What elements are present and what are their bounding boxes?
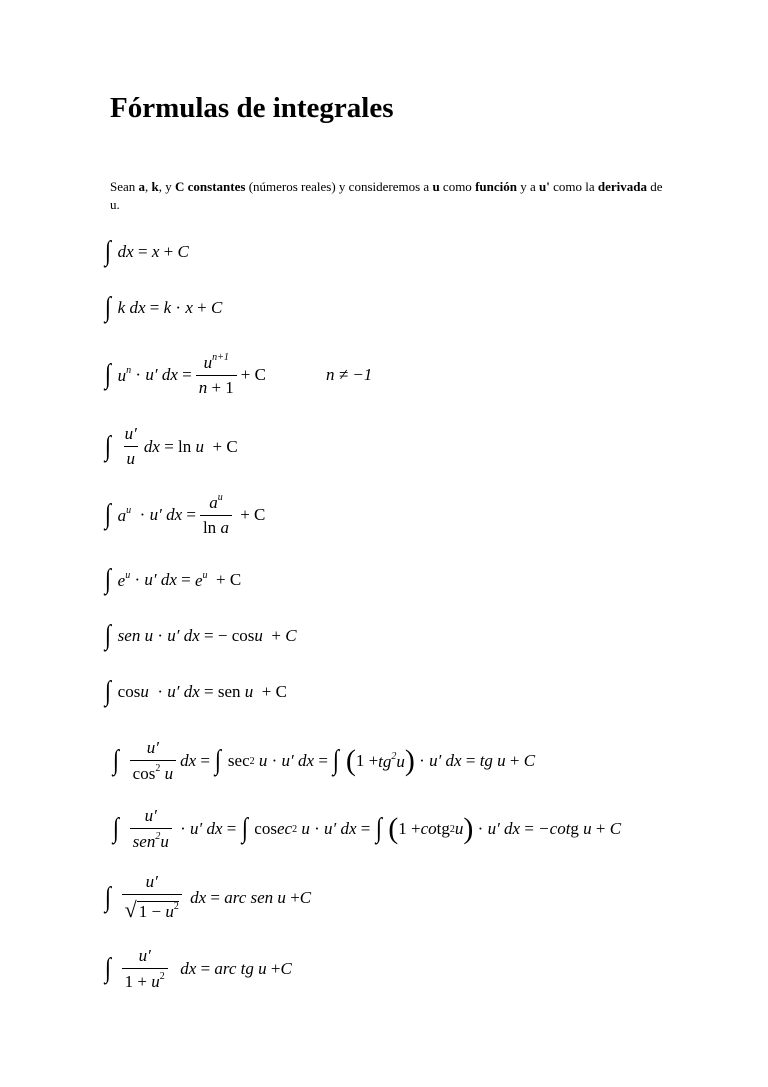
formula-10: ∫ $\frac{u'}{sen^2u}$ · u′ dx = ∫ cos ec 2 u · u′ dx = ∫ ( 1 + co tg 2 u ) · u′ dx = −cot g u + C [112, 806, 622, 851]
integral-sign: ∫ [112, 813, 119, 844]
integral-sign: ∫ [104, 676, 111, 707]
formula-11: ∫ $\frac{u'}{√ 1 - u^2}$ dx = arc sen u + C [104, 872, 312, 922]
formula-6: ∫ $e^u$ · u′ dx = $e^u$ + C [104, 564, 242, 595]
formula-7: ∫ sen u · u′ dx = − cos u + C [104, 620, 297, 651]
integral-sign: ∫ [104, 620, 111, 651]
integral-sign: ∫ [112, 745, 119, 776]
formula-9: ∫ $\frac{u'}{\cos^2 u}$ dx = ∫ sec 2 u · u′ dx = ∫ ( 1 + $tg^2u$ ) · u′ dx = tg u + C [112, 738, 536, 783]
formula-12: ∫ $\frac{u'}{1 + u^2}$ dx = arc tg u + C [104, 946, 292, 991]
integral-sign: ∫ [104, 359, 111, 390]
formula-3: ∫ $u^n$ · u′ dx = $\frac{u^{n+1}}{n + 1}$ + C n ≠ −1 [104, 352, 373, 397]
formula-2: ∫ k dx = k · x + C [104, 292, 223, 323]
intro-paragraph: Sean a, k, y C constantes (números reales) y consideremos a u como función y a u' como la derivada de u. [110, 179, 663, 212]
formula-1: ∫ dx = x + C [104, 236, 189, 267]
integral-sign: ∫ [104, 499, 111, 530]
integral-sign: ∫ [104, 236, 111, 267]
integral-sign: ∫ [104, 953, 111, 984]
formula-4: ∫ $\frac{u'}{u}$ dx = ln u + C [104, 424, 238, 468]
page-title: Fórmulas de integrales [110, 92, 394, 124]
formula-8: ∫ cos u · u′ dx = sen u + C [104, 676, 287, 707]
integral-sign: ∫ [104, 881, 111, 913]
integral-sign: ∫ [104, 292, 111, 323]
integral-sign: ∫ [104, 430, 111, 462]
integral-sign: ∫ [104, 564, 111, 595]
formula-5: ∫ $a^u$ · u′ dx = $\frac{a^u}{\text{ln a}}$ + C [104, 492, 266, 537]
